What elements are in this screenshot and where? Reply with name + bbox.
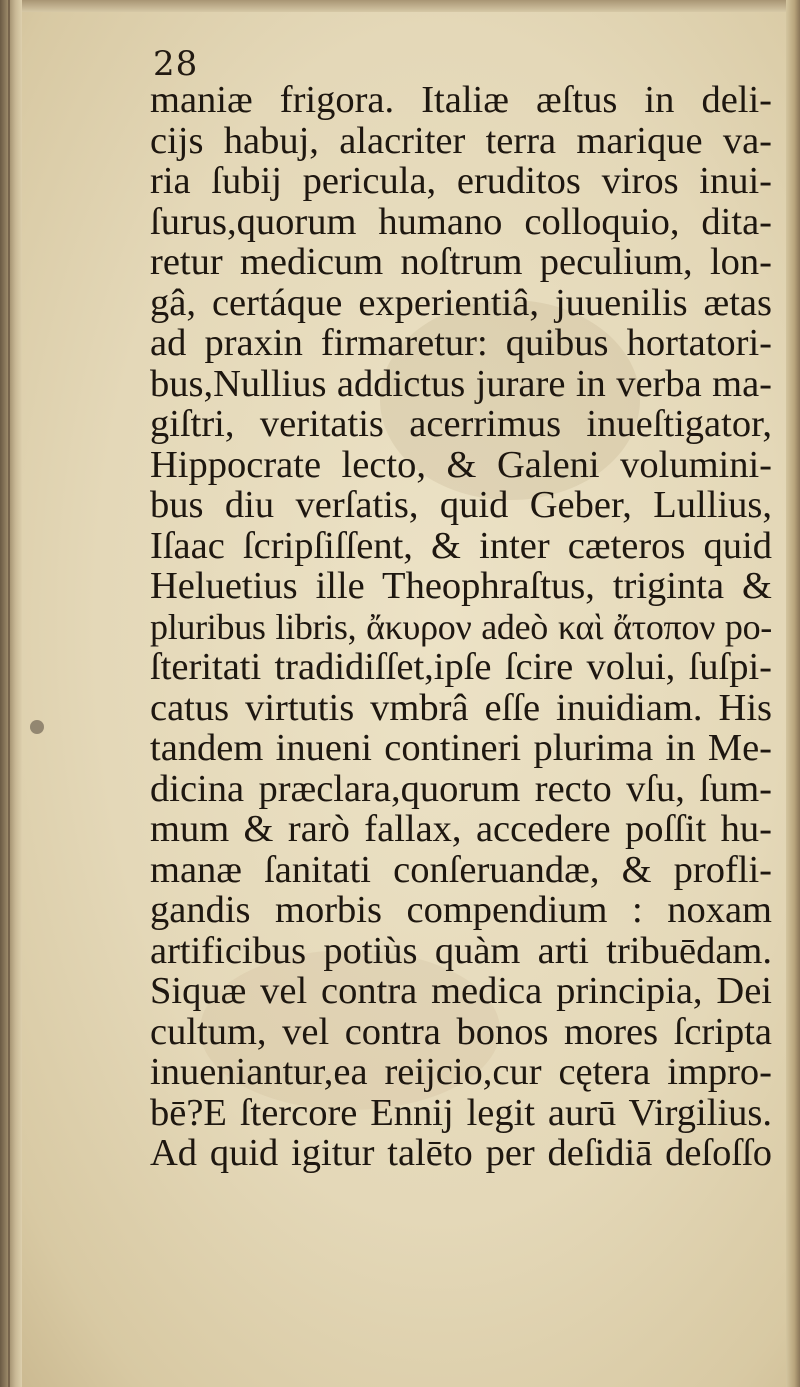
text-line: cultum, vel contra bonos mores ſcripta	[150, 1010, 772, 1053]
text-line: ſurus,quorum humano colloquio, dita-	[150, 200, 772, 243]
text-line: cijs habuj, alacriter terra marique va-	[150, 119, 772, 162]
text-line: dicina præclara,quorum recto vſu, ſum-	[150, 767, 772, 810]
text-line: Heluetius ille Theophraſtus, triginta &	[150, 565, 772, 607]
text-line: gâ, certáque experientiâ, juuenilis ætas	[150, 281, 772, 324]
text-line: ria ſubij pericula, eruditos viros inui-	[150, 160, 772, 202]
text-line: Siquæ vel contra medica principia, Dei	[150, 970, 772, 1012]
binding-crease	[8, 0, 10, 1387]
body-text	[150, 80, 772, 1174]
text-line: Hippocrate lecto, & Galeni volumini-	[150, 443, 772, 486]
text-line: Iſaac ſcripſiſſent, & inter cæteros quid	[150, 524, 772, 567]
text-line: bē?E ſtercore Ennij legit aurū Virgilius.	[150, 1091, 772, 1134]
text-line: ſteritati tradidiſſet,ipſe ſcire volui, ſuſpi-	[150, 646, 772, 688]
page-right-edge	[786, 0, 800, 1387]
text-line: bus diu verſatis, quid Geber, Lullius,	[150, 484, 772, 526]
text-line: pluribus libris, ἄκυρον adeò καὶ ἄτοπον po-	[150, 606, 772, 647]
text-line: ad praxin firmaretur: quibus hortatori-	[150, 322, 772, 364]
text-line: gandis morbis compendium : noxam	[150, 889, 772, 931]
page-number: 28	[153, 44, 199, 84]
text-line: Ad quid igitur talēto per deſidiā deſoſſo	[150, 1132, 772, 1174]
book-binding	[0, 0, 22, 1387]
text-line: tandem inueni contineri plurima in Me-	[150, 727, 772, 769]
text-line: catus virtutis vmbrâ eſſe inuidiam. His	[150, 686, 772, 729]
text-line: giſtri, veritatis acerrimus inueſtigator,	[150, 403, 772, 445]
text-line: artificibus potiùs quàm arti tribuēdam.	[150, 929, 772, 972]
text-line: manæ ſanitati conſeruandæ, & profli-	[150, 848, 772, 891]
text-line: retur medicum noſtrum peculium, lon-	[150, 241, 772, 283]
text-line: mum & rarò fallax, accedere poſſit hu-	[150, 808, 772, 850]
text-line: bus,Nullius addictus jurare in verba ma-	[150, 362, 772, 405]
text-line: inueniantur,ea reijcio,cur cętera impro-	[150, 1051, 772, 1093]
text-line: maniæ frigora. Italiæ æſtus in deli-	[150, 79, 772, 121]
page-blemish	[30, 720, 44, 734]
page-top-edge	[0, 0, 800, 12]
